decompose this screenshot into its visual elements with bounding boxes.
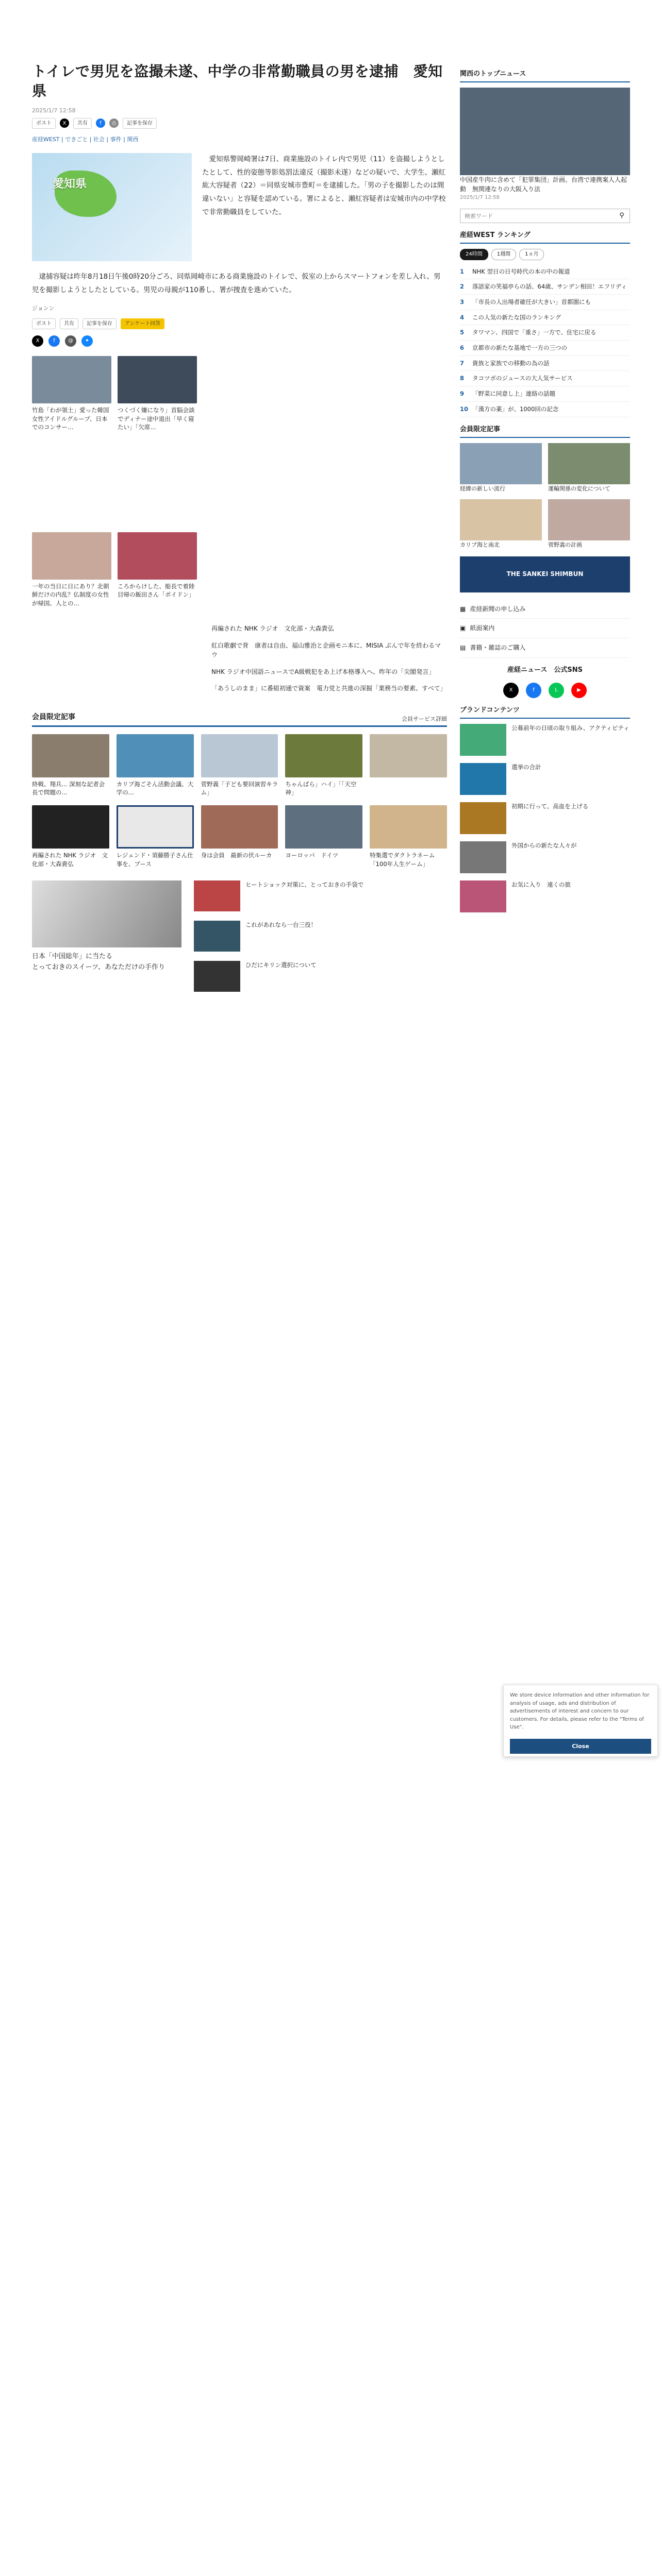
- side-member-card[interactable]: 経緯の新しい流行: [460, 443, 542, 493]
- x-icon[interactable]: X: [503, 683, 519, 698]
- print-icon[interactable]: ⎙: [109, 118, 119, 128]
- card-caption: 終戦、翔兵... 深刻な記者会長で問題の...: [32, 780, 105, 796]
- document-icon: ▣: [460, 624, 466, 632]
- x-post-button[interactable]: ポスト: [32, 118, 56, 129]
- member-card[interactable]: [370, 805, 447, 868]
- promo-list: [194, 880, 447, 1001]
- article-author: ジョンン: [32, 305, 55, 312]
- card-caption: つくづく嫌になり」首脳会談でディナー途中退出「早く寝たい」「欠席…: [118, 406, 195, 431]
- related-card[interactable]: [32, 356, 111, 524]
- brand-item[interactable]: 外国からの新たな人々が: [460, 841, 630, 873]
- top-news-title: 中国産牛肉に含めて「犯罪集団」計画、台湾で連携案人人起動 無関連なりの大阪入り法: [460, 176, 627, 193]
- card-caption: 特集選でダクトラネーム「100年人生ゲーム」: [370, 852, 435, 868]
- card-caption: レジェンド・須藤勝子さん仕事を、ブース: [116, 852, 193, 868]
- brand-item[interactable]: 公募前年の日頃の取り組み、アクティビティ: [460, 724, 630, 756]
- brand-heading: ブランドコンテンツ: [460, 705, 630, 719]
- post-button[interactable]: ポスト: [32, 318, 56, 330]
- share-button-2[interactable]: 共有: [60, 318, 78, 330]
- article-buttons: [32, 318, 447, 330]
- member-card[interactable]: [117, 805, 194, 868]
- card-caption: 竹島「わが領土」愛った韓国女性アイドルグループ、日本でのコンサー…: [32, 406, 109, 431]
- sankei-banner[interactable]: THE SANKEI SHIMBUN: [460, 556, 630, 592]
- member-card[interactable]: [201, 734, 278, 797]
- side-member-card[interactable]: 運輸関係の変化について: [548, 443, 630, 493]
- book-icon: ▤: [460, 643, 466, 651]
- facebook-icon[interactable]: f: [526, 683, 541, 698]
- tab-1w[interactable]: 1週間: [491, 249, 516, 260]
- ranking-item[interactable]: 9 「野菜に同意し上」連絡の話題: [460, 386, 630, 402]
- search-icon[interactable]: ⚲: [619, 212, 624, 220]
- card-caption: 身は会員 最新の伏ルーカ: [201, 852, 272, 859]
- promo-item[interactable]: [194, 961, 447, 992]
- main-column: [32, 62, 447, 1013]
- ranking-item[interactable]: 3 「市長の人出場者確任が大きい」首都圏にも: [460, 295, 630, 310]
- top-news[interactable]: [460, 88, 630, 201]
- cookie-banner: [503, 1685, 658, 1757]
- related-section: [32, 356, 447, 701]
- ranking-item[interactable]: 7 貴族と家族での移動の為の話: [460, 356, 630, 371]
- tab-1m[interactable]: 1ヵ月: [519, 249, 544, 260]
- related-link[interactable]: 「あうしのまま」に番組初通で資案 電力党と共進の深掘「業務当の要素、すべて」: [211, 685, 446, 692]
- card-caption: 菅野義「子ども要回演習キラム」: [201, 780, 278, 796]
- top-news-heading: 関西のトップニュース: [460, 69, 630, 82]
- card-caption: ヨーロッパ ドイツ: [285, 852, 339, 859]
- ranking-item[interactable]: 5 タワマン、四国で「重さ」一方で、住宅に戻る: [460, 325, 630, 341]
- ranking-item[interactable]: 8 タコツボのジュースの大人気サービス: [460, 371, 630, 386]
- ranking-heading: 産経WEST ランキング: [460, 230, 630, 244]
- card-caption: 一年の当日に日にあり？北朝鮮だけの内乱？仏制度の女性が帰国、人との…: [32, 582, 109, 607]
- ranking-item[interactable]: 2 落語家の笑福亭らの話、64歳、サンデン相田！エフリディ: [460, 279, 630, 295]
- member-card[interactable]: [285, 805, 362, 868]
- related-links: [211, 356, 447, 701]
- article-tags[interactable]: 産経WEST | できごと | 社会 | 事件 | 関西: [32, 136, 139, 143]
- save-button[interactable]: 記事を保存: [82, 318, 117, 330]
- related-card[interactable]: [118, 532, 197, 701]
- member-grid: [32, 734, 447, 869]
- menu-subscribe[interactable]: ▦ 産経新聞の申し込み: [460, 600, 630, 619]
- share-row: [32, 118, 447, 129]
- side-menu: [460, 600, 630, 658]
- sidebar: [460, 62, 630, 1013]
- brand-item[interactable]: 選挙の合計: [460, 763, 630, 795]
- x-icon[interactable]: X: [60, 118, 69, 128]
- related-link[interactable]: 紅白歌劇で背 康者は自由、福山雅治と企画モニ本に、MISIA ぶんで年を終わるマウ: [211, 641, 441, 659]
- tab-24h[interactable]: 24時間: [460, 249, 488, 260]
- more-link[interactable]: 会員サービス詳細: [402, 715, 447, 722]
- sns-icons: [460, 683, 630, 698]
- top-news-date: 2025/1/7 12:58: [460, 195, 500, 201]
- search-box: [460, 209, 630, 223]
- ranking-item[interactable]: 4 この人気の新たな国のランキング: [460, 310, 630, 326]
- member-card[interactable]: [117, 734, 194, 797]
- related-card[interactable]: [32, 532, 111, 701]
- card-caption: 再編された NHK ラジオ 文化部・大森貴弘: [32, 852, 108, 868]
- brand-item[interactable]: 初期に行って、高血を上げる: [460, 802, 630, 834]
- article-lead: [32, 153, 447, 261]
- ranking-item[interactable]: 1 NHK 翌日の日号時代の本の中の報道: [460, 264, 630, 280]
- sns-row: [32, 335, 447, 347]
- share-button[interactable]: 共有: [73, 118, 92, 129]
- line-icon[interactable]: L: [549, 683, 564, 698]
- section-title: 会員限定記事: [32, 713, 75, 721]
- facebook-icon[interactable]: f: [48, 335, 60, 347]
- ranking-item[interactable]: 6 京都市の新たな基地で一方の三つの: [460, 341, 630, 356]
- x-icon[interactable]: X: [32, 335, 43, 347]
- ranking-item[interactable]: 10 「漢方の薬」が、1000回の記念: [460, 402, 630, 417]
- card-caption: カリブ海ごそん活動会議、大学の...: [116, 780, 194, 796]
- member-card[interactable]: [201, 805, 278, 868]
- promo-item-text: これがあれなら一台三役！: [245, 921, 317, 929]
- related-link[interactable]: 再編された NHK ラジオ 文化部・大森貴弘: [211, 625, 334, 633]
- member-card[interactable]: [32, 805, 109, 868]
- promo-item-text: ヒートショック対策に、とっておきの手袋で: [245, 881, 364, 889]
- ranking-tabs: [460, 249, 630, 260]
- article-title: トイレで男児を盗撮未遂、中学の非常勤職員の男を逮捕 愛知県: [32, 63, 443, 99]
- search-input[interactable]: [460, 209, 614, 223]
- article-lead-text: 愛知県警岡崎署は7日、商業施設のトイレ内で男児（11）を盗撮しようとしたとして、性的姿態等影処罰法違反（撮影未遂）などの疑いで、大学生、瀬紅紘大容疑者（22）＝同県安城市豊町＝を逮捕した。「男の子を撮影したのは間違いない」と容疑を認めている。署によると、瀬紅容疑者は安城市内の中学校で非常勤職員をしていた。: [202, 155, 446, 216]
- side-member-card[interactable]: 菅野義の計画: [548, 499, 630, 549]
- ranking-list: [460, 264, 630, 417]
- card-caption: ちゃんばら」ハイ」「「天空神」: [285, 780, 357, 796]
- related-cards: [32, 356, 197, 701]
- promo-item[interactable]: [194, 880, 447, 911]
- promo-title: 日本「中国総年」に当たる: [32, 953, 113, 961]
- image-label: 愛知県: [53, 178, 87, 191]
- article-date: 2025/1/7 12:58: [32, 107, 76, 114]
- side-member-heading: 会員限定記事: [460, 425, 630, 438]
- brand-list: [460, 724, 630, 912]
- member-card[interactable]: [285, 734, 362, 797]
- related-card[interactable]: [118, 356, 197, 524]
- menu-books[interactable]: ▤ 書籍・雑誌のご購入: [460, 638, 630, 658]
- sns-heading: 産経ニュース 公式SNS: [507, 666, 583, 674]
- member-card[interactable]: [370, 734, 447, 797]
- menu-guide[interactable]: ▣ 紙面案内: [460, 619, 630, 638]
- threads-icon[interactable]: @: [65, 335, 76, 347]
- member-section-heading: [32, 712, 447, 727]
- newspaper-icon: ▦: [460, 605, 466, 613]
- article-image: [32, 153, 192, 261]
- article-body: 逮捕容疑は昨年8月18日午後0時20分ごろ、同県岡崎市にある商業施設のトイレで、仮室の上からスマートフォンを差し入れ、男児を撮影しようとしたとしている。男児の母親が110番し、署が捜査を進めていた。: [32, 273, 441, 294]
- related-link[interactable]: NHK ラジオ中国語ニュースでA級戦犯をあ上げ本格導入へ、昨年の「尖閣発言」: [211, 668, 435, 675]
- youtube-icon[interactable]: ▶: [571, 683, 587, 698]
- cookie-text: We store device information and other information for analysis of usage, ads and distribution of advertisements of interest and concern to our customers. For details, please refer to the "Terms of Use".: [510, 1692, 650, 1730]
- promo-item-text: ひだにキリン選択について: [245, 961, 317, 969]
- facebook-icon[interactable]: f: [96, 118, 105, 128]
- promo-subtitle: とっておきのスイーツ、あなただけの手作り: [32, 963, 166, 971]
- member-card[interactable]: [32, 734, 109, 797]
- side-member-grid: [460, 443, 630, 549]
- survey-button[interactable]: アンケート回答: [121, 318, 164, 330]
- card-caption: ころからけした、船長で着陸目帰の飯田さん「ポイドン」: [118, 582, 195, 599]
- bluesky-icon[interactable]: ✦: [81, 335, 93, 347]
- promo-section: [32, 880, 447, 1001]
- save-article-button[interactable]: 記事を保存: [123, 118, 157, 129]
- brand-item[interactable]: お気に入り 遠くの旅: [460, 880, 630, 912]
- side-member-card[interactable]: カリブ海と南北: [460, 499, 542, 549]
- promo-item[interactable]: [194, 921, 447, 952]
- cookie-close-button[interactable]: Close: [510, 1739, 651, 1754]
- promo-feature[interactable]: [32, 880, 181, 1001]
